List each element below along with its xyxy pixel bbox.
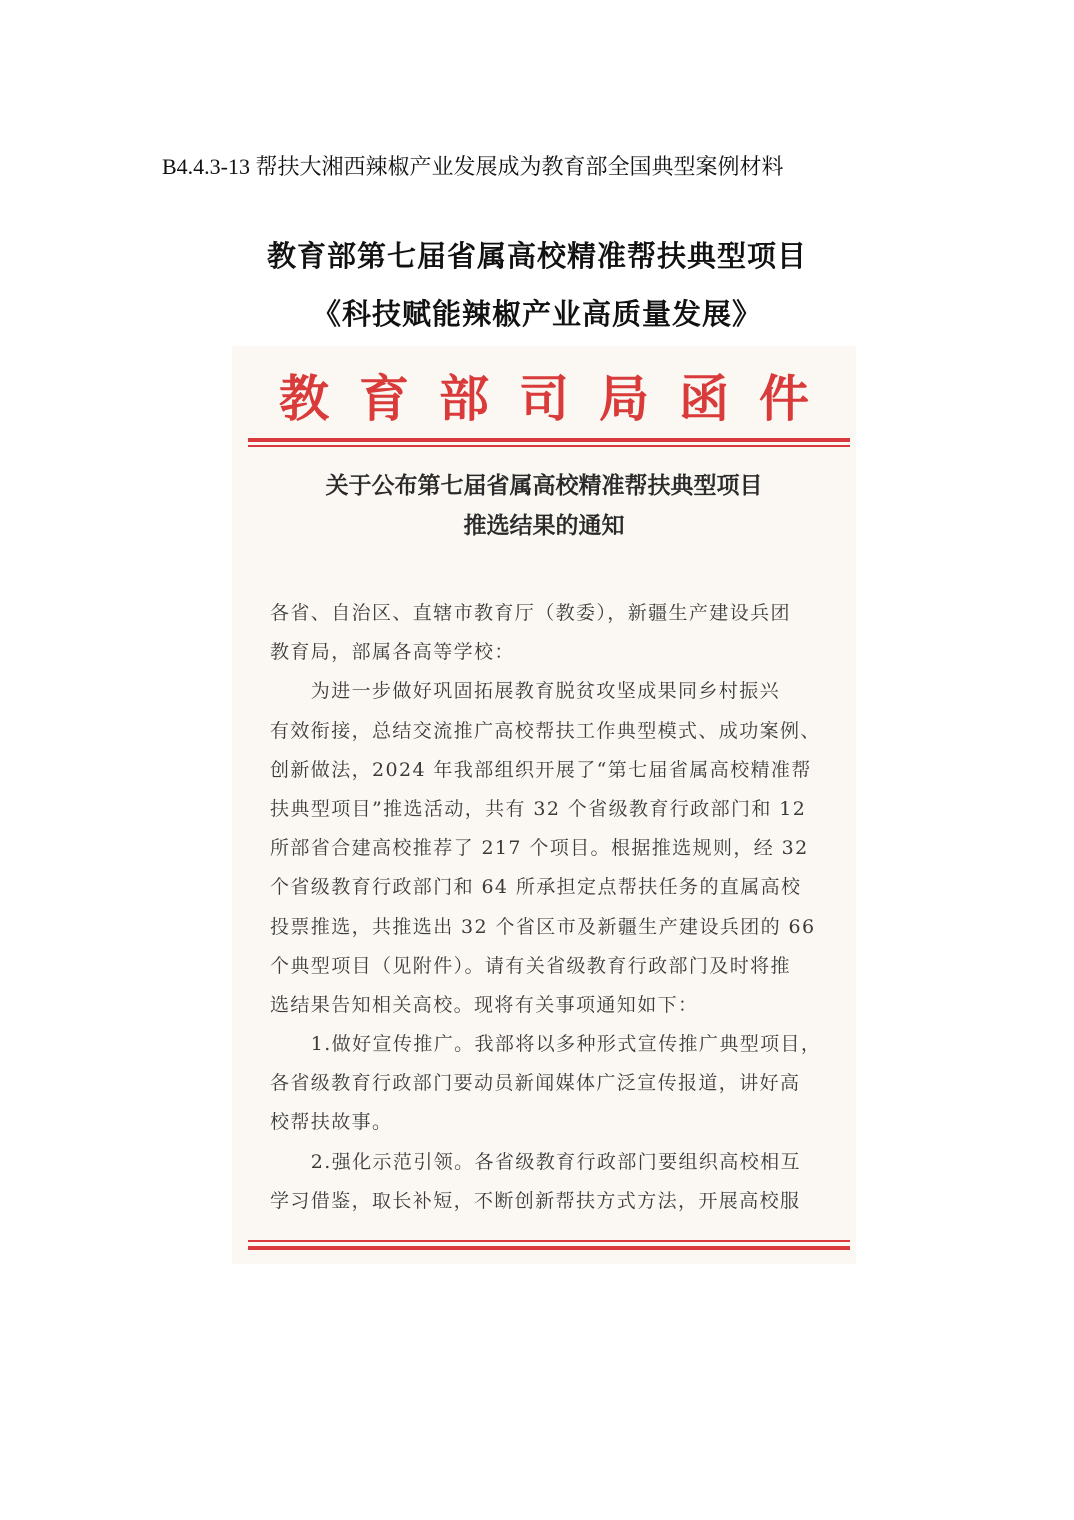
body-line: 扶典型项目”推选活动，共有 32 个省级教育行政部门和 12 <box>270 797 807 820</box>
body-line: 各省级教育行政部门要动员新闻媒体广泛宣传报道，讲好高 <box>270 1072 801 1095</box>
footer-rule-thin <box>248 1240 850 1242</box>
body-line: 个典型项目（见附件）。请有关省级教育行政部门及时将推 <box>270 954 791 977</box>
notice-title-line-1: 关于公布第七届省属高校精准帮扶典型项目 <box>325 472 763 499</box>
letterhead-rule-thin <box>248 445 850 447</box>
body-line: 为进一步做好巩固拓展教育脱贫攻坚成果同乡村振兴 <box>270 680 781 703</box>
notice-body <box>270 594 840 1221</box>
body-line: 各省、自治区、直辖市教育厅（教委），新疆生产建设兵团 <box>270 602 791 624</box>
notice-title-line-2: 推选结果的通知 <box>463 512 625 539</box>
letterhead: 教育部司局函件 <box>279 369 839 428</box>
body-line: 个省级教育行政部门和 64 所承担定点帮扶任务的直属高校 <box>270 876 802 899</box>
body-line: 创新做法，2024 年我部组织开展了“第七届省属高校精准帮 <box>270 758 812 781</box>
scanned-letter <box>232 346 856 1264</box>
body-line: 校帮扶故事。 <box>270 1111 393 1134</box>
body-line: 教育局，部属各高等学校： <box>270 641 515 664</box>
body-line: 2.强化示范引领。各省级教育行政部门要组织高校相互 <box>270 1150 801 1173</box>
body-line: 选结果告知相关高校。现将有关事项通知如下： <box>270 993 699 1016</box>
body-line: 投票推选，共推选出 32 个省区市及新疆生产建设兵团的 66 <box>270 915 816 938</box>
letterhead-rule-thick <box>248 438 850 442</box>
body-line: 有效衔接，总结交流推广高校帮扶工作典型模式、成功案例、 <box>270 719 821 742</box>
body-line: 学习借鉴，取长补短，不断创新帮扶方式方法，开展高校服 <box>270 1189 801 1212</box>
body-line: 所部省合建高校推荐了 217 个项目。根据推选规则，经 32 <box>270 837 809 860</box>
body-line: 1.做好宣传推广。我部将以多种形式宣传推广典型项目， <box>270 1033 822 1056</box>
page-title-line-1: 教育部第七届省属高校精准帮扶典型项目 <box>266 239 807 273</box>
page-title-line-2: 《科技赋能辣椒产业高质量发展》 <box>311 297 762 331</box>
document-caption: B4.4.3-13 帮扶大湘西辣椒产业发展成为教育部全国典型案例材料 <box>162 154 784 179</box>
footer-rule-thick <box>248 1246 850 1250</box>
